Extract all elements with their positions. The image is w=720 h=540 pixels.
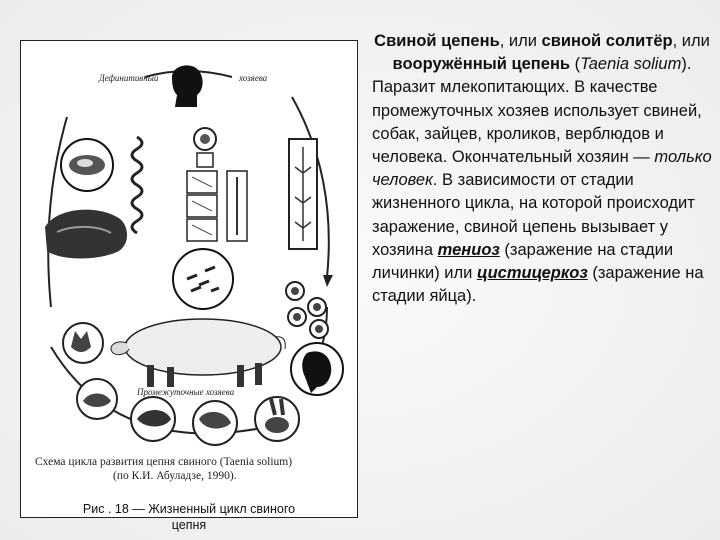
scolex-icon — [194, 128, 216, 167]
figure-caption-line1: Рис . 18 — Жизненный цикл свиного — [82, 502, 296, 516]
human-head-icon — [172, 65, 203, 107]
pig-head-icon — [131, 397, 175, 441]
body-text-part3: (заражение на стадии личинки) или — [372, 240, 674, 283]
title-paren-close: ). — [681, 55, 692, 74]
body-text-part1: Паразит млекопитающих. В качестве промежуточных хозяев использует свиней, собак, зайцев, кроликов, верблюдов и человека. Окончательный хозяин — — [372, 78, 702, 167]
gravid-segment-icon — [289, 139, 317, 249]
title-alt-name-1: свиной солитёр — [541, 32, 673, 50]
human-profile-icon — [291, 343, 343, 395]
body-text-part2: . В зависимости от стадии жизненного цикла, на которой происходит заражение, свиной цепень вызывает у хозяина — [372, 171, 695, 259]
cat-icon — [63, 323, 103, 363]
intermediate-hosts-label: Промежуточные хозяева — [137, 387, 235, 397]
body-text-part4: (заражение на стадии яйца). — [372, 264, 704, 306]
dog-icon — [193, 401, 237, 445]
title-separator-1: , или — [499, 32, 542, 50]
definitive-host-label: Дефинитивный — [99, 73, 159, 83]
host-label: хозяева — [239, 73, 268, 83]
definitive-host-emphasis: только человек — [372, 148, 712, 190]
eggs-circle-icon — [173, 249, 233, 309]
figure-caption — [21, 501, 357, 533]
pork-meat-icon — [45, 210, 127, 259]
pig-icon — [111, 319, 285, 387]
term-teniasis[interactable]: тениоз — [437, 240, 500, 259]
description-text — [372, 30, 712, 308]
sheep-icon — [77, 379, 117, 419]
life-cycle-illustration — [27, 47, 351, 487]
title-common-name: Свиной цепень — [374, 32, 500, 50]
tapeworm-icon — [132, 137, 142, 233]
proglottids-icon — [187, 171, 247, 241]
cysticercus-meat-icon — [61, 139, 113, 191]
scheme-caption-line2: (по К.И. Абуладзе, 1990). — [113, 470, 237, 482]
egg-cells-icon — [286, 282, 328, 338]
life-cycle-figure — [20, 40, 358, 532]
scheme-caption-line1: Схема цикла развития цепня свиного (Taenia solium) — [35, 456, 293, 468]
figure-caption-line2: цепня — [171, 518, 207, 532]
title-paren-open: ( — [570, 55, 581, 74]
term-cysticercosis[interactable]: цистицеркоз — [476, 264, 588, 283]
scheme-caption — [35, 455, 345, 483]
rabbit-icon — [255, 397, 299, 441]
page-title — [372, 30, 712, 76]
title-separator-2: , или — [672, 32, 710, 50]
title-latin-name: Taenia solium — [580, 55, 682, 74]
title-alt-name-2: вооружённый цепень — [392, 55, 571, 74]
body-paragraph — [372, 76, 712, 308]
